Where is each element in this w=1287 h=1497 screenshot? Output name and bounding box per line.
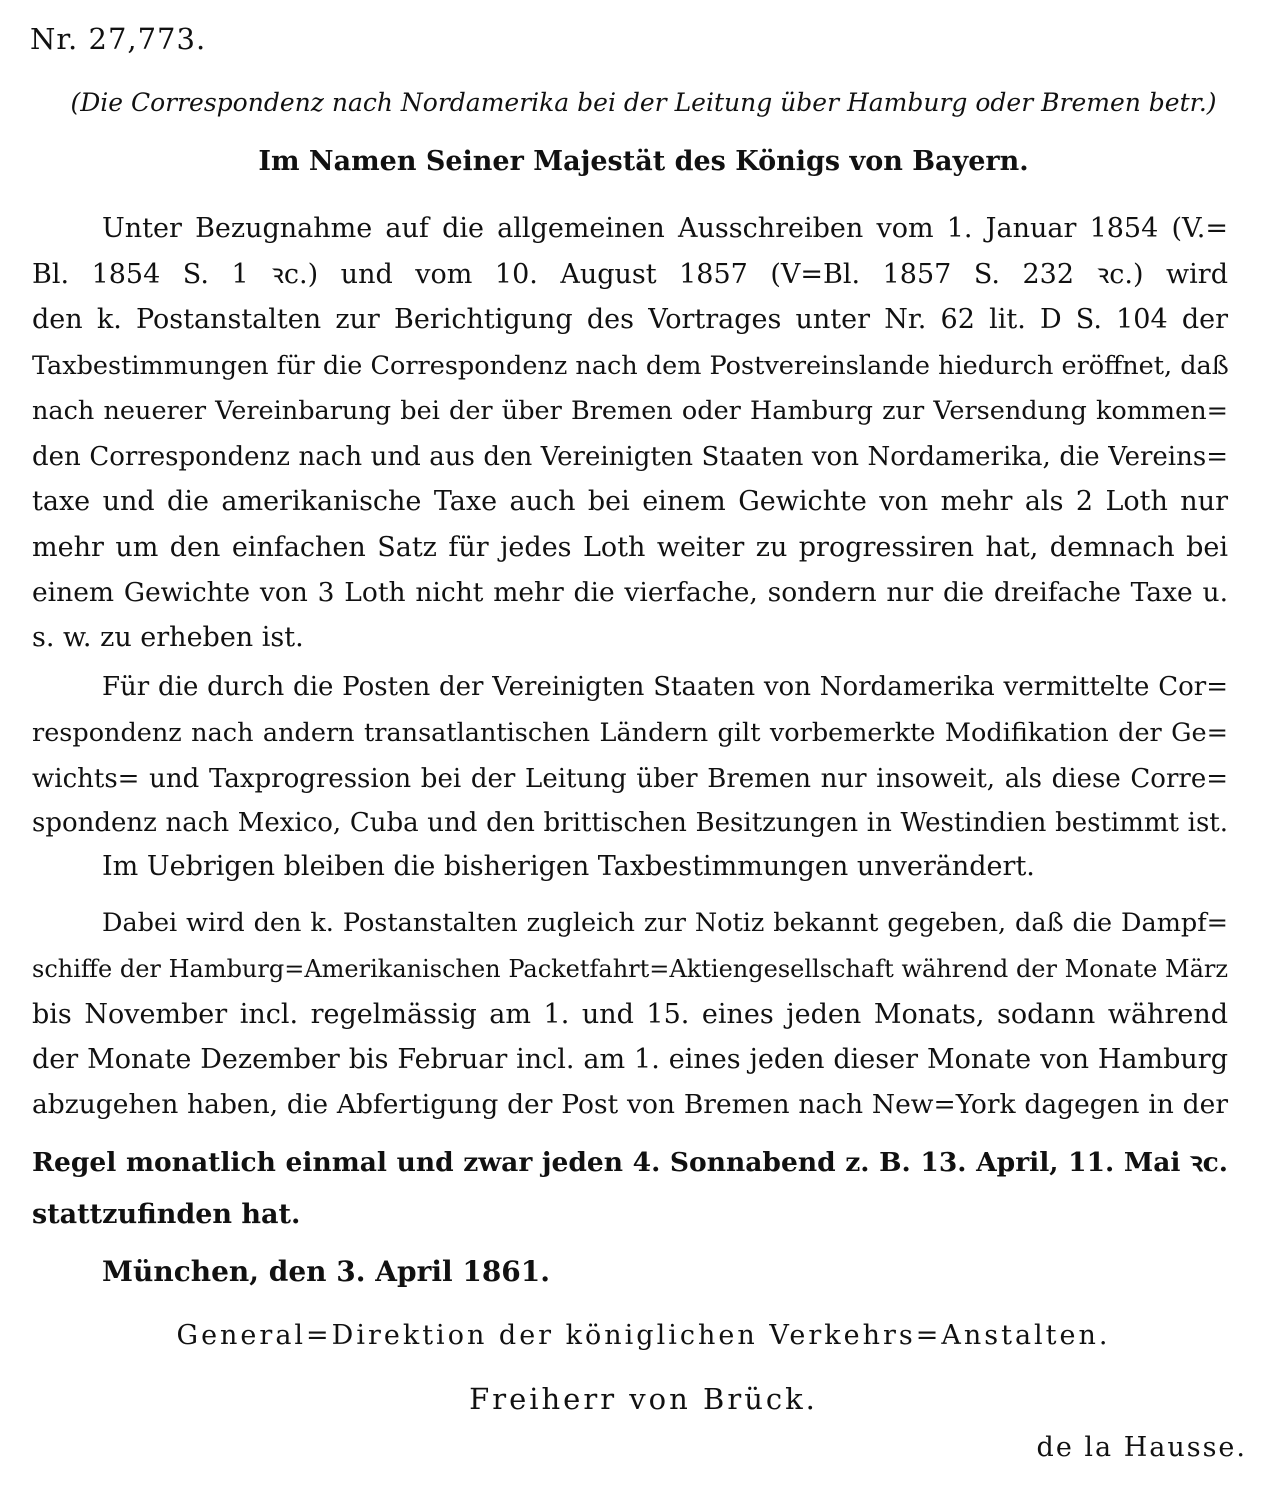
document-number: Nr. 27,773. bbox=[30, 22, 207, 56]
paragraph-3: Im Uebrigen bleiben die bisherigen Taxbestimmungen unverändert. bbox=[102, 851, 1035, 882]
text-line: Bl. 1854 S. 1 ꝛc.) und vom 10. August 1857 (V=Bl. 1857 S. 232 ꝛc.) wird bbox=[32, 259, 1228, 290]
text-line: taxe und die amerikanische Taxe auch bei einem Gewichte von mehr als 2 Loth nur bbox=[32, 486, 1228, 517]
text-line: einem Gewichte von 3 Loth nicht mehr die vierfache, sondern nur die dreifache Taxe u. bbox=[32, 577, 1228, 608]
text-line: Regel monatlich einmal und zwar jeden 4. Sonnabend z. B. 13. April, 11. Mai ꝛc. bbox=[32, 1147, 1228, 1178]
text-line: Unter Bezugnahme auf die allgemeinen Ausschreiben vom 1. Januar 1854 (V.= bbox=[102, 213, 1228, 244]
countersignatory: de la Hausse. bbox=[1036, 1432, 1247, 1463]
document-heading: Im Namen Seiner Majestät des Königs von Bayern. bbox=[258, 146, 1029, 177]
text-line: respondenz nach andern transatlantischen Ländern gilt vorbemerkte Modifikation der Ge= bbox=[32, 718, 1228, 748]
text-line: stattzufinden hat. bbox=[32, 1199, 301, 1230]
text-line: Dabei wird den k. Postanstalten zugleich zur Notiz bekannt gegeben, daß die Dampf= bbox=[102, 908, 1228, 938]
signatory: Freiherr von Brück. bbox=[469, 1382, 818, 1416]
document-subject: (Die Correspondenz nach Nordamerika bei der Leitung über Hamburg oder Bremen betr.) bbox=[70, 88, 1217, 117]
text-line: der Monate Dezember bis Februar incl. am 1. eines jeden dieser Monate von Hamburg bbox=[32, 1044, 1228, 1075]
place-and-date: München, den 3. April 1861. bbox=[102, 1255, 551, 1288]
text-line: den k. Postanstalten zur Berichtigung des Vortrages unter Nr. 62 lit. D S. 104 der bbox=[32, 304, 1228, 335]
text-line: nach neuerer Vereinbarung bei der über Bremen oder Hamburg zur Versendung kommen= bbox=[32, 396, 1228, 426]
text-line: den Correspondenz nach und aus den Vereinigten Staaten von Nordamerika, die Vereins= bbox=[32, 442, 1228, 472]
text-line: s. w. zu erheben ist. bbox=[32, 622, 304, 653]
text-line: spondenz nach Mexico, Cuba und den brittischen Besitzungen in Westindien bestimmt ist. bbox=[32, 808, 1228, 838]
text-line: Für die durch die Posten der Vereinigten Staaten von Nordamerika vermittelte Cor= bbox=[102, 672, 1228, 702]
text-line: schiffe der Hamburg=Amerikanischen Packetfahrt=Aktiengesellschaft während der Monate März bbox=[32, 955, 1228, 983]
text-line: bis November incl. regelmässig am 1. und 15. eines jeden Monats, sodann während bbox=[32, 999, 1228, 1030]
text-line: Taxbestimmungen für die Correspondenz nach dem Postvereinslande hiedurch eröffnet, daß bbox=[32, 351, 1229, 381]
text-line: abzugehen haben, die Abfertigung der Post von Bremen nach New=York dagegen in der bbox=[32, 1089, 1228, 1120]
text-line: mehr um den einfachen Satz für jedes Loth weiter zu progressiren hat, demnach bei bbox=[32, 532, 1228, 563]
issuing-authority: General=Direktion der königlichen Verkehrs=Anstalten. bbox=[176, 1320, 1111, 1351]
text-line: wichts= und Taxprogression bei der Leitung über Bremen nur insoweit, als diese Corre= bbox=[32, 764, 1228, 794]
